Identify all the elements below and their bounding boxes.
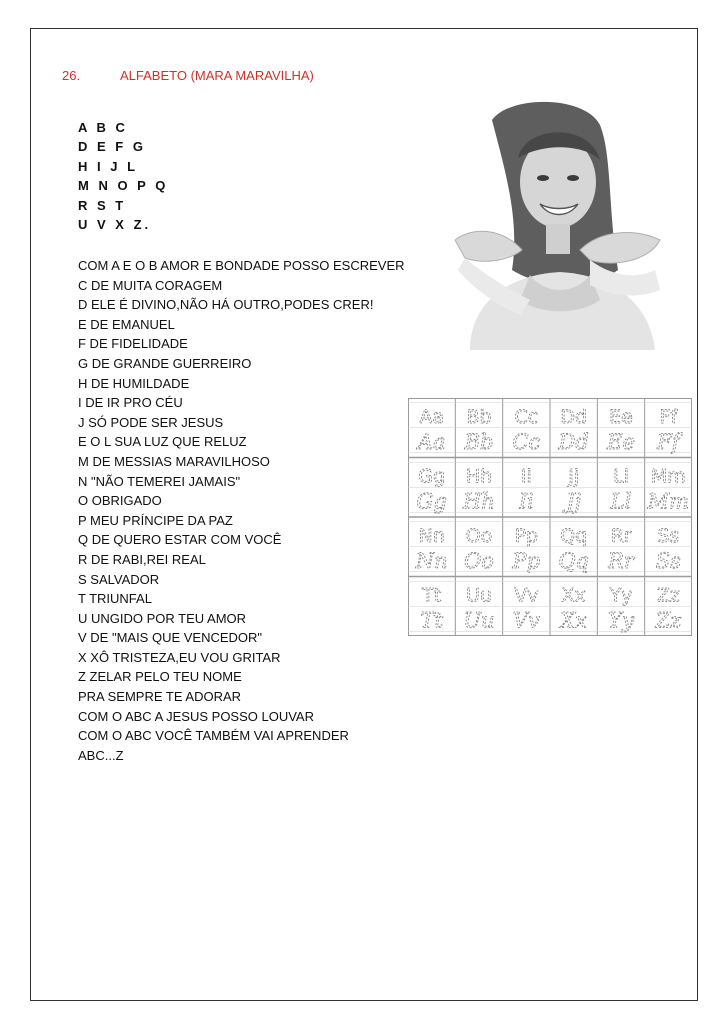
chart-cursive-letter: Dd [558, 430, 589, 455]
chart-print-letter: Ee [609, 405, 633, 428]
chart-cursive-letter: Qq [558, 549, 590, 574]
chart-cursive-letter: Uu [463, 608, 495, 633]
chart-cursive-letter: Pp [512, 549, 541, 574]
chart-print-letter: Cc [514, 405, 539, 428]
chart-print-letter: Zz [656, 584, 680, 607]
lyric-line: H DE HUMILDADE [78, 375, 190, 391]
alphabet-block [78, 118, 168, 234]
lyric-line: N "NÃO TEMEREI JAMAIS" [78, 473, 241, 489]
lyric-line: J SÓ PODE SER JESUS [78, 414, 224, 430]
chart-print-letter: Dd [560, 405, 588, 428]
chart-cursive-letter: Mm [647, 489, 690, 514]
chart-print-letter: Ss [657, 524, 680, 547]
chart-print-letter: Rr [610, 524, 632, 547]
chart-print-letter: Bb [466, 405, 492, 428]
chart-cursive-letter: Aa [417, 430, 446, 455]
chart-print-letter: Gg [418, 465, 446, 488]
chart-print-letter: Oo [465, 524, 493, 547]
lyric-line: Q DE QUERO ESTAR COM VOCÊ [78, 532, 282, 548]
lyric-line: COM A E O B AMOR E BONDADE POSSO ESCREVER [78, 258, 405, 273]
alphabet-line: A B C [78, 120, 128, 135]
lyric-line: R DE RABI,REI REAL [78, 551, 206, 567]
chart-print-letter: Uu [466, 584, 492, 607]
chart-cursive-letter: Ff [657, 430, 680, 455]
alphabet-chart [408, 398, 692, 636]
chart-print-letter: Pp [514, 524, 539, 547]
chart-print-letter: Vv [514, 584, 539, 607]
lyrics-block [78, 256, 405, 765]
chart-cursive-letter: Rr [608, 549, 634, 574]
lyric-line: D ELE É DIVINO,NÃO HÁ OUTRO,PODES CRER! [78, 297, 374, 313]
chart-print-letter: Tt [422, 584, 442, 607]
lyric-line: COM O ABC A JESUS POSSO LOUVAR [78, 708, 314, 724]
chart-grid [408, 398, 692, 636]
lyric-line: E O L SUA LUZ QUE RELUZ [78, 434, 247, 450]
section-number: 26. [62, 68, 81, 83]
lyric-line: X XÔ TRISTEZA,EU VOU GRITAR [78, 649, 281, 665]
chart-cursive-letter: Ee [607, 430, 635, 455]
alphabet-line: D E F G [78, 139, 146, 155]
lyric-line: U UNGIDO POR TEU AMOR [78, 610, 247, 626]
chart-cursive-letter: Hh [463, 489, 495, 514]
lyric-line: V DE "MAIS QUE VENCEDOR" [78, 630, 263, 646]
alphabet-line: R S T [78, 197, 127, 213]
chart-cursive-letter: Gg [416, 489, 447, 514]
chart-cursive-letter: Tt [420, 608, 443, 633]
chart-cursive-letter: Xx [560, 608, 588, 633]
chart-cursive-letter: Ss [655, 549, 681, 574]
chart-print-letter: Mm [650, 465, 686, 488]
lyric-line: C DE MUITA CORAGEM [78, 277, 223, 293]
chart-print-letter: Ll [613, 465, 629, 488]
singer-photo [450, 100, 665, 350]
chart-cursive-letter: Ll [610, 489, 632, 514]
lyric-line: I DE IR PRO CÉU [78, 395, 183, 411]
lyric-line: F DE FIDELIDADE [78, 336, 188, 352]
lyric-line: Z ZELAR PELO TEU NOME [78, 669, 242, 685]
song-title: ALFABETO (MARA MARAVILHA) [120, 68, 314, 83]
lyric-line: COM O ABC VOCÊ TAMBÉM VAI APRENDER [78, 728, 349, 744]
lyric-line: M DE MESSIAS MARAVILHOSO [78, 453, 270, 469]
chart-cursive-letter: Jj [566, 489, 582, 514]
lyric-line: S SALVADOR [78, 571, 160, 587]
lyric-line: PRA SEMPRE TE ADORAR [78, 689, 242, 705]
chart-cursive-letter: Bb [464, 430, 494, 455]
alphabet-line: M N O P Q [78, 178, 169, 194]
chart-print-letter: Hh [465, 465, 493, 488]
chart-cursive-letter: Yy [608, 608, 634, 633]
lyric-line: ABC...Z [78, 747, 124, 763]
chart-print-letter: Yy [609, 584, 633, 607]
chart-cursive-letter: Oo [464, 549, 494, 574]
lyric-line: P MEU PRÍNCIPE DA PAZ [78, 512, 233, 528]
chart-print-letter: Qq [560, 524, 588, 547]
lyric-line: E DE EMANUEL [78, 316, 175, 332]
lyric-line: O OBRIGADO [78, 493, 162, 509]
chart-print-letter: Ff [659, 405, 678, 428]
chart-print-letter: Aa [419, 405, 444, 428]
lyric-line: T TRIUNFAL [78, 591, 152, 607]
chart-print-letter: Jj [568, 465, 580, 488]
alphabet-line: U V X Z. [78, 217, 152, 233]
chart-cursive-letter: Ii [518, 489, 534, 514]
chart-cursive-letter: Zz [655, 608, 682, 633]
chart-cursive-letter: Cc [512, 430, 541, 455]
chart-print-letter: Ii [520, 465, 532, 488]
chart-cursive-letter: Nn [415, 549, 448, 574]
chart-cursive-letter: Vv [512, 608, 540, 633]
chart-print-letter: Xx [561, 584, 586, 607]
lyric-line: G DE GRANDE GUERREIRO [78, 355, 252, 371]
chart-print-letter: Nn [418, 524, 445, 547]
alphabet-line: H I J L [78, 158, 139, 174]
